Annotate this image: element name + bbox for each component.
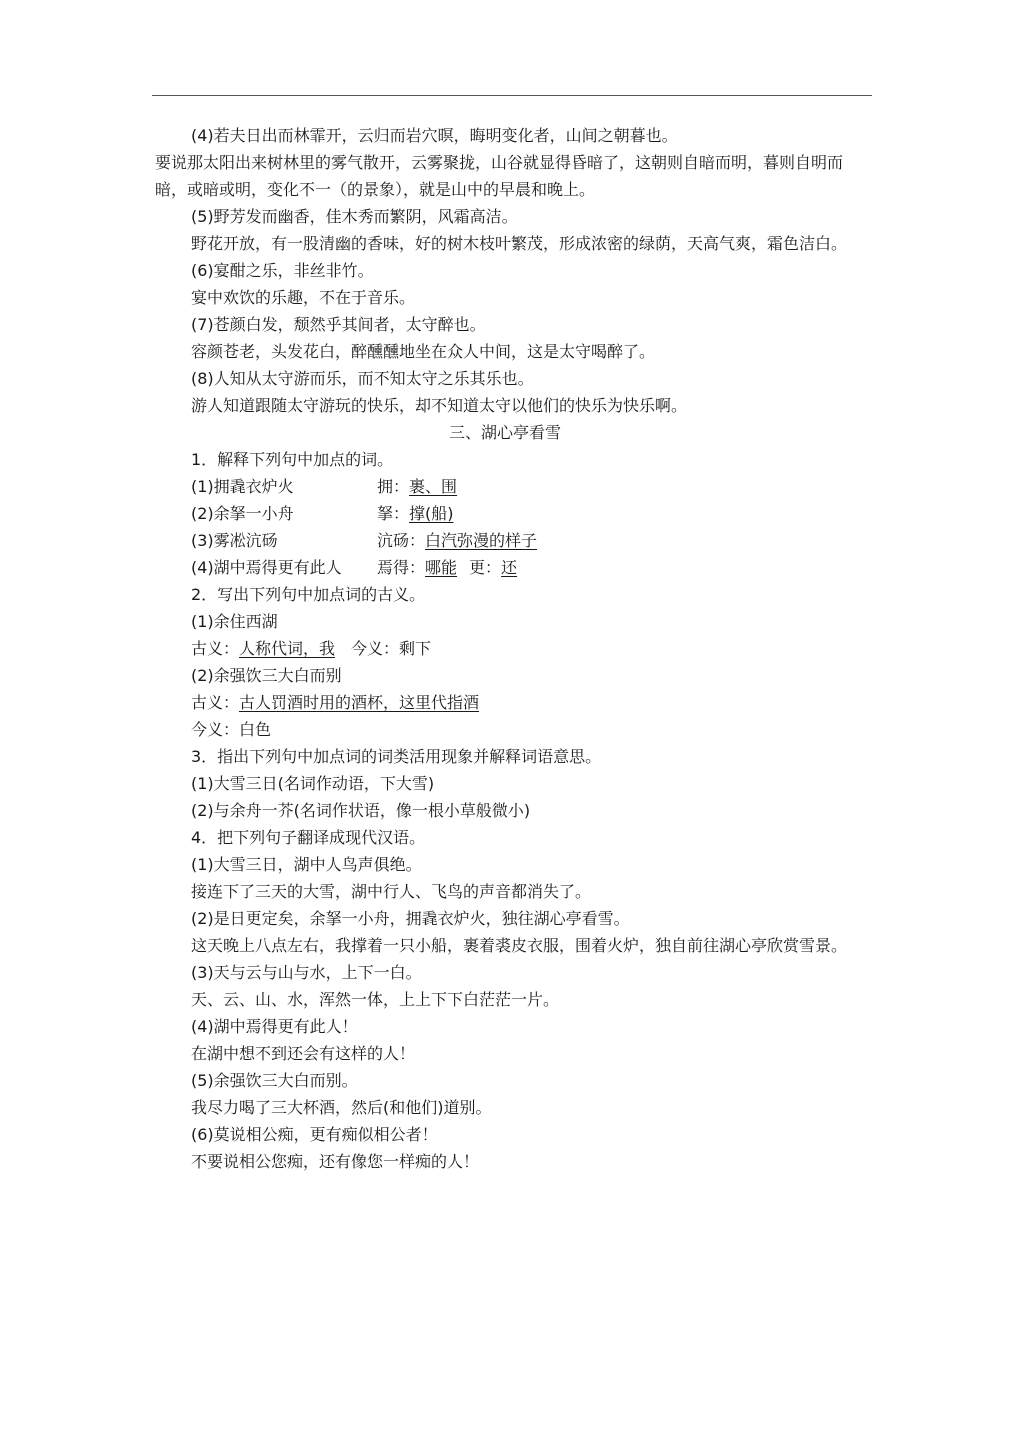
sentence-q8: (8)人知从太守游而乐，而不知太守之乐其乐也。 [191,369,534,388]
exercise-2-answer-1: 古义：人称代词，我 今义：剩下 [191,639,432,658]
translation-a6: 宴中欢饮的乐趣，不在于音乐。 [191,288,416,307]
header-rule [152,95,872,96]
exercise-4-q1: (1)大雪三日，湖中人鸟声俱绝。 [191,855,422,874]
exercise-3-item-2: (2)与余舟一芥(名词作状语，像一根小草般微小) [191,801,531,820]
exercise-4-a6: 不要说相公您痴，还有像您一样痴的人！ [191,1152,480,1171]
translation-a8: 游人知道跟随太守游玩的快乐，却不知道太守以他们的快乐为快乐啊。 [191,396,688,415]
exercise-2-prompt: 2．写出下列句中加点词的古义。 [191,585,426,604]
sentence-q4: (4)若夫日出而林霏开，云归而岩穴暝，晦明变化者，山间之朝暮也。 [191,126,678,145]
translation-a7: 容颜苍老，头发花白，醉醺醺地坐在众人中间，这是太守喝醉了。 [191,342,656,361]
answer: 撑(船) [409,504,454,523]
answer: 裹、围 [409,477,458,496]
exercise-1-prompt: 1．解释下列句中加点的词。 [191,450,394,469]
exercise-4-q6: (6)莫说相公痴，更有痴似相公者！ [191,1125,438,1144]
exercise-4-a3: 天、云、山、水，浑然一体，上上下下白茫茫一片。 [191,990,560,1009]
exercise-1-item: (1)拥毳衣炉火 拥： 裹、围 [155,473,855,500]
exercise-4-q4: (4)湖中焉得更有此人！ [191,1017,358,1036]
document-body [155,122,855,1175]
exercise-4-prompt: 4．把下列句子翻译成现代汉语。 [191,828,426,847]
sentence-q7: (7)苍颜白发，颓然乎其间者，太守醉也。 [191,315,486,334]
exercise-4-a1: 接连下了三天的大雪，湖中行人、飞鸟的声音都消失了。 [191,882,592,901]
exercise-2-answer-2: 古义：古人罚酒时用的酒杯，这里代指酒 [191,693,480,712]
exercise-4-a4: 在湖中想不到还会有这样的人！ [191,1044,416,1063]
translation-a5: 野花开放，有一股清幽的香味，好的树木枝叶繁茂，形成浓密的绿荫，天高气爽，霜色洁白。 [191,234,848,253]
translation-a4: 要说那太阳出来树林里的雾气散开，云雾聚拢，山谷就显得昏暗了，这朝则自暗而明，暮则自明而暗，或暗或明，变化不一（的景象），就是山中的早晨和晚上。 [155,153,844,199]
exercise-2-modern-2: 今义：白色 [191,720,272,739]
exercise-3-item-1: (1)大雪三日(名词作动语，下大雪) [191,774,435,793]
answer: 白汽弥漫的样子 [425,531,538,550]
sentence-q6: (6)宴酣之乐，非丝非竹。 [191,261,374,280]
section-title: 三、湖心亭看雪 [448,423,561,442]
answer: 哪能 [425,558,458,577]
exercise-1-item: (3)雾凇沆砀 沆砀： 白汽弥漫的样子 [155,527,855,554]
exercise-4-a5: 我尽力喝了三大杯酒，然后(和他们)道别。 [191,1098,492,1117]
exercise-2-sentence-2: (2)余强饮三大白而别 [191,666,342,685]
exercise-3-prompt: 3．指出下列句中加点词的词类活用现象并解释词语意思。 [191,747,602,766]
exercise-4-q2: (2)是日更定矣，余拏一小舟，拥毳衣炉火，独往湖心亭看雪。 [191,909,630,928]
sentence-q5: (5)野芳发而幽香，佳木秀而繁阴，风霜高洁。 [191,207,518,226]
exercise-4-q5: (5)余强饮三大白而别。 [191,1071,358,1090]
exercise-4-q3: (3)天与云与山与水，上下一白。 [191,963,422,982]
exercise-1-item: (2)余拏一小舟 拏： 撑(船) [155,500,855,527]
exercise-1-item: (4)湖中焉得更有此人 焉得： 哪能 更： 还 [155,554,855,581]
exercise-4-a2: 这天晚上八点左右，我撑着一只小船，裹着裘皮衣服，围着火炉，独自前往湖心亭欣赏雪景。 [191,936,848,955]
exercise-2-sentence-1: (1)余住西湖 [191,612,278,631]
answer: 还 [501,558,518,577]
